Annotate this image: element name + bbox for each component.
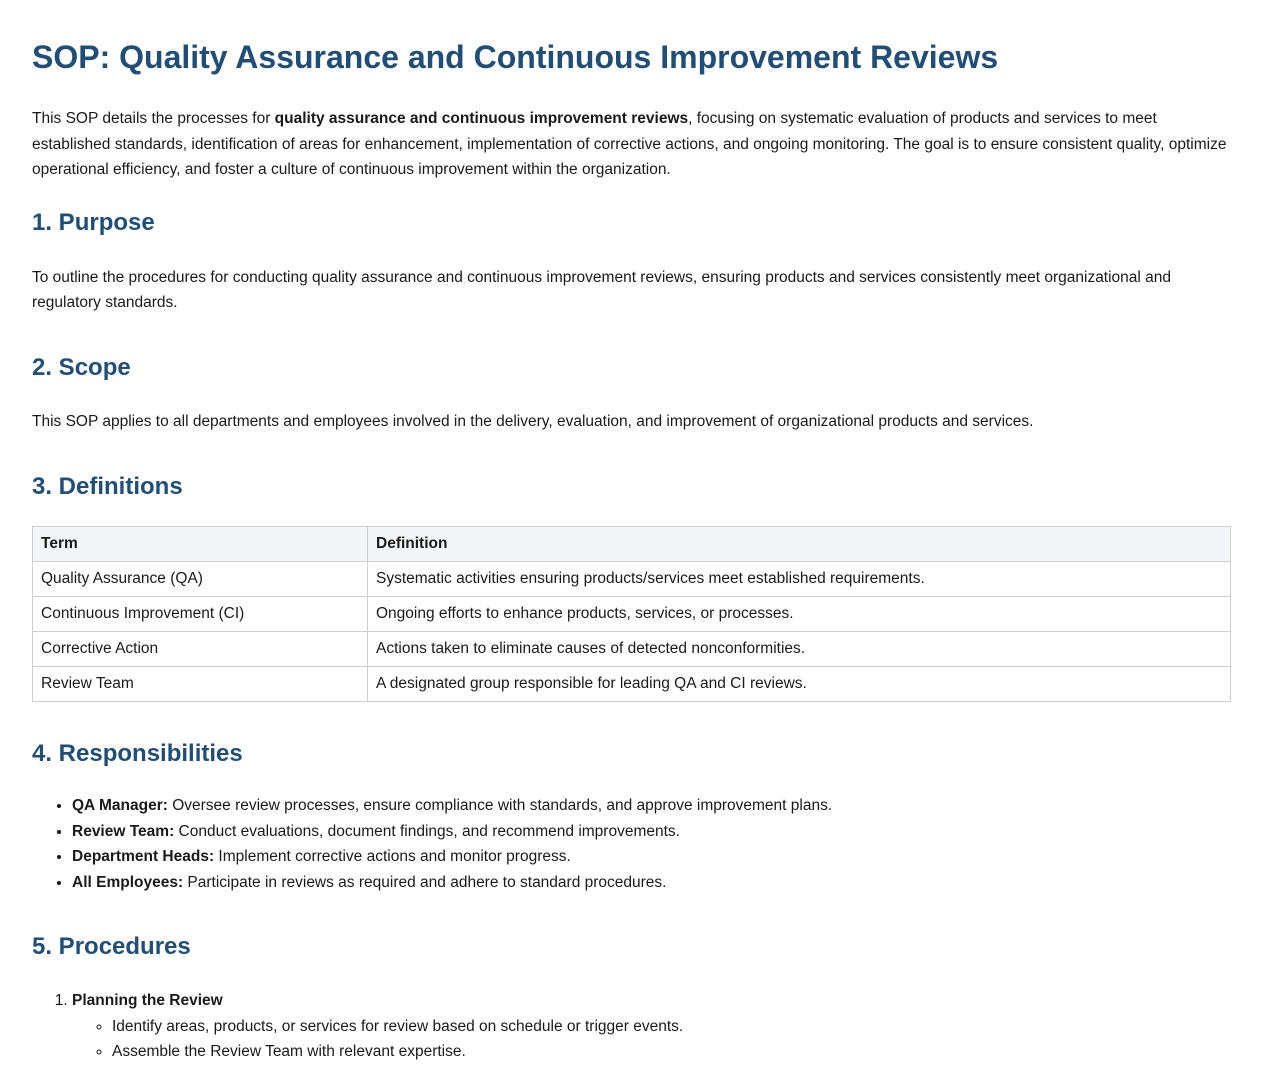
scope-text: This SOP applies to all departments and employees involved in the delivery, evaluation, and improvement of organizational products and services. [32,412,1034,430]
section-heading-purpose: 1. Purpose [32,208,155,236]
list-item [72,793,1231,819]
definition-cell: Actions taken to eliminate causes of detected nonconformities. [368,632,1231,667]
table-row [33,597,1231,632]
role-label: Review Team: [72,822,175,840]
role-description: Implement corrective actions and monitor progress. [214,848,571,865]
term-cell: Quality Assurance (QA) [33,562,368,597]
intro-text-end: , focusing on systematic evaluation of products and services to meet established standards, identification of areas for enhancement, implementation of corrective actions, and ongoing monitoring. The goal is to ensure consistent quality, optimize operational efficiency, and foster a culture of continuous improvement within the organization. [32,110,1227,178]
document [0,37,1263,1065]
definition-cell: Systematic activities ensuring products/services meet established requirements. [368,562,1231,597]
table-row [33,667,1231,702]
intro-paragraph [32,106,1231,183]
procedure-step [72,988,1231,1065]
term-cell: Corrective Action [33,632,368,667]
section-heading-procedures: 5. Procedures [32,933,191,960]
list-item: ◦ Identify areas, products, or services for review based on schedule or trigger events. [112,1014,1231,1040]
role-label: QA Manager: [72,797,168,814]
procedure-step-title: Planning the Review [72,992,223,1009]
table-row [33,632,1231,667]
list-item [72,819,1231,845]
procedure-substeps [72,1014,1231,1065]
purpose-text: To outline the procedures for conducting quality assurance and continuous improvement reviews, ensuring products and services consistently meet organizational and regulatory standards. [32,268,1172,311]
responsibilities-list [32,793,1231,895]
column-header-term: Term [33,527,368,562]
definition-cell: Ongoing efforts to enhance products, services, or processes. [368,597,1231,632]
intro-bold-phrase: quality assurance and continuous improvement reviews [274,110,689,127]
role-description: Conduct evaluations, document findings, and recommend improvements. [174,822,680,840]
list-item: ◦ Assemble the Review Team with relevant expertise. [112,1039,1231,1065]
role-description: Participate in reviews as required and adhere to standard procedures. [183,873,667,891]
section-heading-scope: 2. Scope [32,353,131,381]
term-cell: Continuous Improvement (CI) [33,597,368,632]
table-row [33,562,1231,597]
role-label: Department Heads: [72,848,215,865]
list-item [72,870,1231,896]
definitions-table [32,526,1231,702]
column-header-definition: Definition [368,527,1231,562]
table-header-row [33,527,1231,562]
section-heading-responsibilities: 4. Responsibilities [32,740,243,767]
page-title: SOP: Quality Assurance and Continuous Improvement Reviews [32,39,999,75]
intro-text-start: This SOP details the processes for [32,110,275,127]
term-cell: Review Team [33,667,368,702]
procedures-list [32,988,1231,1065]
definition-cell: A designated group responsible for leading QA and CI reviews. [368,667,1231,702]
list-item [72,844,1231,870]
role-description: Oversee review processes, ensure compliance with standards, and approve improvement plans. [167,797,833,814]
section-heading-definitions: 3. Definitions [32,473,183,500]
role-label: All Employees: [72,873,184,891]
